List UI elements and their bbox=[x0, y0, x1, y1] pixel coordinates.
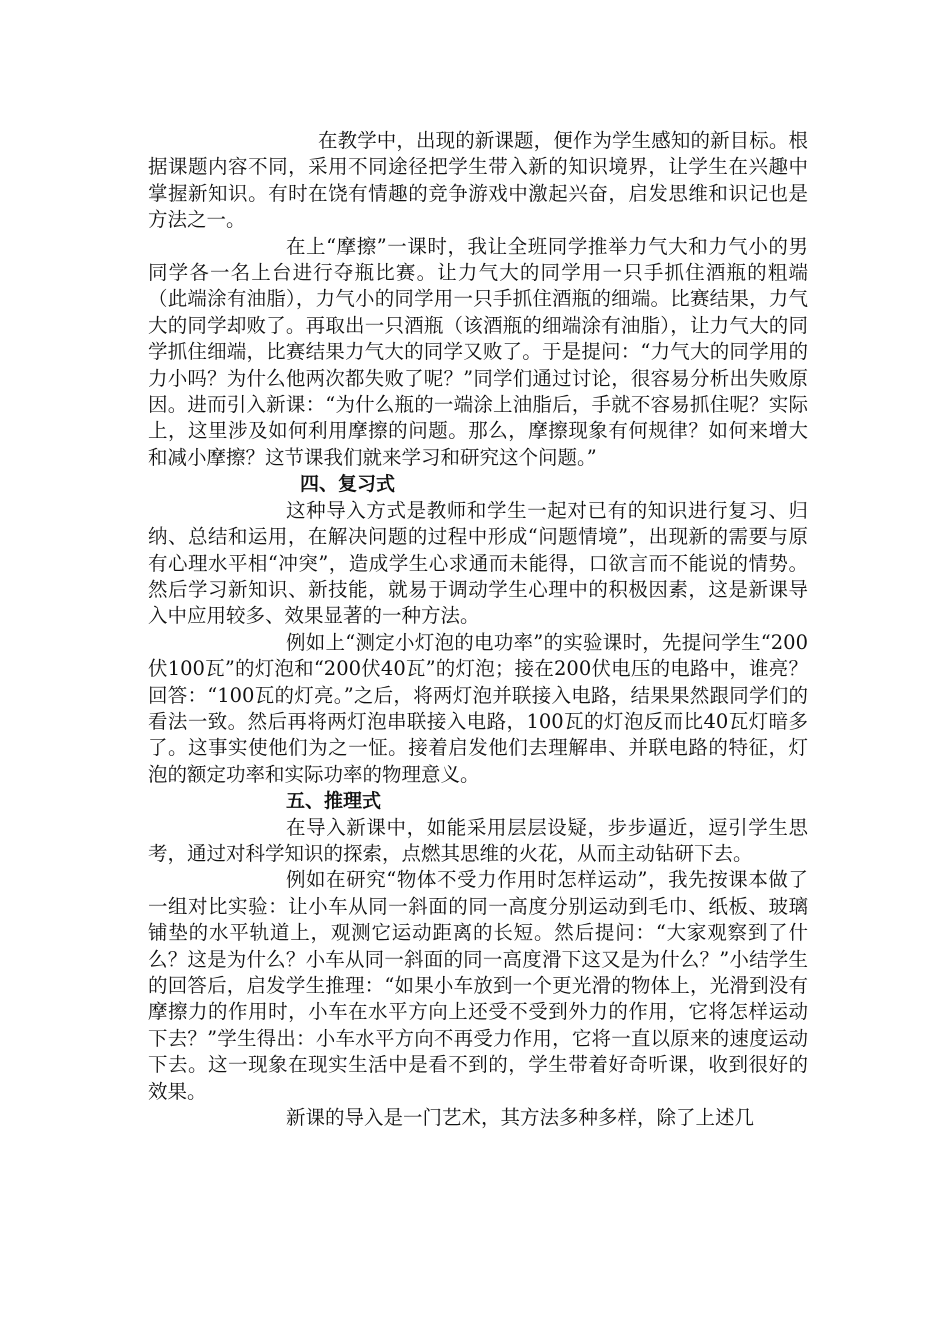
document-page bbox=[148, 128, 808, 1131]
paragraph-bulb-example: 例如上“测定小灯泡的电功率”的实验课时，先提问学生“200伏100瓦”的灯泡和“200伏40瓦”的灯泡；接在200伏电压的电路中，谁亮？回答：“100瓦的灯亮。”之后，将两灯泡并联接入电路，结果果然跟同学们的看法一致。然后再将两灯泡串联接入电路，100瓦的灯泡反而比40瓦灯暗多了。这事实使他们为之一怔。接着启发他们去理解串、并联电路的特征，灯泡的额定功率和实际功率的物理意义。 bbox=[148, 630, 808, 786]
section-heading-reasoning: 五、推理式 bbox=[286, 790, 382, 813]
section-heading-review: 四、复习式 bbox=[300, 473, 396, 496]
paragraph-review-method: 这种导入方式是教师和学生一起对已有的知识进行复习、归纳、总结和运用，在解决问题的过程中形成“问题情境”，出现新的需要与原有心理水平相“冲突”，造成学生心求通而未能得，口欲言而不能说的情势。然后学习新知识、新技能，就易于调动学生心理中的积极因素，这是新课导入中应用较多、效果显著的一种方法。 bbox=[148, 498, 808, 628]
paragraph-reasoning-method: 在导入新课中，如能采用层层设疑，步步逼近，逗引学生思考，通过对科学知识的探索，点燃其思维的火花，从而主动钻研下去。 bbox=[148, 815, 808, 865]
paragraph-friction-example: 在上“摩擦”一课时，我让全班同学推举力气大和力气小的男同学各一名上台进行夺瓶比赛。让力气大的同学用一只手抓住酒瓶的粗端（此端涂有油脂），力气小的同学用一只手抓住酒瓶的细端。比赛结果，力气大的同学却败了。再取出一只酒瓶（该酒瓶的细端涂有油脂），让力气大的同学抓住细端，比赛结果力气大的同学又败了。于是提问：“力气大的同学用的力小吗？为什么他两次都失败了呢？”同学们通过讨论，很容易分析出失败原因。进而引入新课：“为什么瓶的一端涂上油脂后，手就不容易抓住呢？实际上，这里涉及如何利用摩擦的问题。那么，摩擦现象有何规律？如何来增大和减小摩擦？这节课我们就来学习和研究这个问题。” bbox=[148, 234, 808, 469]
paragraph-new-topic: 在教学中，出现的新课题，便作为学生感知的新目标。根据课题内容不同，采用不同途径把学生带入新的知识境界，让学生在兴趣中掌握新知识。有时在饶有情趣的竞争游戏中激起兴奋，启发思维和识记也是方法之一。 bbox=[148, 129, 808, 232]
paragraph-conclusion: 新课的导入是一门艺术，其方法多种多样，除了上述几 bbox=[286, 1106, 755, 1130]
paragraph-cart-example: 例如在研究“物体不受力作用时怎样运动”，我先按课本做了一组对比实验：让小车从同一斜面的同一高度分别运动到毛巾、纸板、玻璃铺垫的水平轨道上，观测它运动距离的长短。然后提问：“大家观察到了什么？这是为什么？小车从同一斜面的同一高度滑下这又是为什么？”小结学生的回答后，启发学生推理：“如果小车放到一个更光滑的物体上，光滑到没有摩擦力的作用时，小车在水平方向上还受不受到外力的作用，它将怎样运动下去？”学生得出：小车水平方向不再受力作用，它将一直以原来的速度运动下去。这一现象在现实生活中是看不到的，学生带着好奇听课，收到很好的效果。 bbox=[148, 868, 808, 1103]
